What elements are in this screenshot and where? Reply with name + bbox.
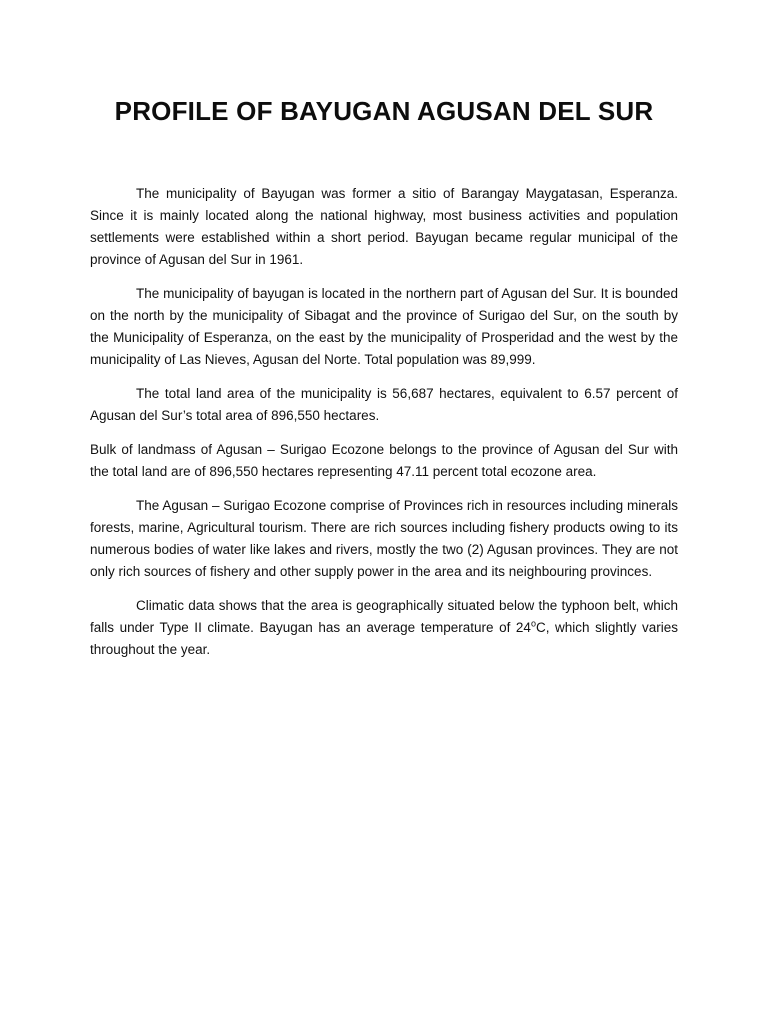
paragraph-location: The municipality of bayugan is located in the northern part of Agusan del Sur. It is bounded on the north by the municipality of Sibagat and the province of Surigao del Sur, on the south by the Municipality of Esperanza, on the east by the municipality of Prosperidad and the west by the municipality of Las Nieves, Agusan del Norte. Total population was 89,999. [90,286,678,367]
paragraph-climate [90,595,678,661]
paragraph-land-area: The total land area of the municipality is 56,687 hectares, equivalent to 6.57 percent of Agusan del Sur’s total area of 896,550 hectares. [90,386,678,423]
paragraph-history: The municipality of Bayugan was former a sitio of Barangay Maygatasan, Esperanza. Since it is mainly located along the national highway, most business activities and population settlements were established within a short period. Bayugan became regular municipal of the province of Agusan del Sur in 1961. [90,186,678,267]
document-body [90,183,678,673]
climate-text-start: Climatic data shows that the area is geographically situated below the typhoon belt, which falls under Type II climate. Bayugan has an average temperature of 24 [90,598,678,635]
page-title: PROFILE OF BAYUGAN AGUSAN DEL SUR [114,96,654,126]
climate-text-end: C, which slightly varies throughout the year. [90,620,678,657]
paragraph-resources: The Agusan – Surigao Ecozone comprise of Provinces rich in resources including minerals forests, marine, Agricultural tourism. There are rich sources including fishery products owing to its numerous bodies of water like lakes and rivers, mostly the two (2) Agusan provinces. They are not only rich sources of fishery and other supply power in the area and its neighbouring provinces. [90,498,678,579]
degree-superscript: o [530,618,536,629]
paragraph-ecozone-landmass: Bulk of landmass of Agusan – Surigao Ecozone belongs to the province of Agusan del Sur with the total land are of 896,550 hectares representing 47.11 percent total ecozone area. [90,442,678,479]
